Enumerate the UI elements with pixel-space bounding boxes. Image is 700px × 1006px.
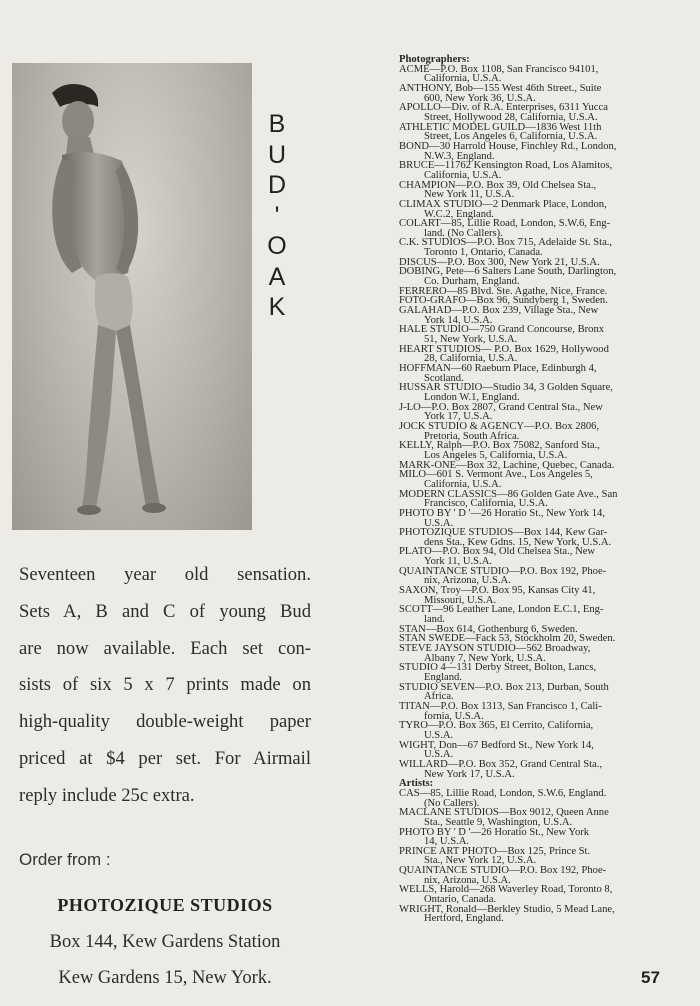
- entry-line: STAN—Box 614, Gothenburg 6, Sweden.: [399, 623, 578, 635]
- directory-entry: [399, 441, 674, 460]
- entry-continuation: U.S.A.: [424, 729, 454, 741]
- entry-line: STEVE JAYSON STUDIO—562 Broadway,: [399, 643, 591, 655]
- entry-continuation: England.: [424, 672, 462, 683]
- address-line: Kew Gardens 15, New York.: [58, 968, 272, 988]
- entry-line: QUAINTANCE STUDIO—P.O. Box 192, Phoe-: [399, 565, 607, 577]
- ad-line: Seventeen year old sensation.: [19, 564, 311, 585]
- entry-line: TITAN—P.O. Box 1313, San Francisco 1, Cali-: [399, 700, 602, 712]
- entry-continuation: Francisco, California, U.S.A.: [424, 498, 548, 510]
- entry-line: FOTO-GRAFO—Box 96, Sundyberg 1, Sweden.: [399, 295, 608, 307]
- entry-continuation: land. (No Callers).: [424, 227, 503, 239]
- entry-line: HALE STUDIO—750 Grand Concourse, Bronx: [399, 324, 605, 336]
- directory-entry: [399, 364, 674, 383]
- entry-line: CLIMAX STUDIO—2 Denmark Place, London,: [399, 198, 607, 210]
- entry-line: PHOTO BY ' D '—26 Horatio St., New York 14,: [399, 507, 605, 519]
- entry-line: PLATO—P.O. Box 94, Old Chelsea Sta., New: [399, 546, 596, 558]
- title-letter: B: [268, 110, 286, 138]
- entry-line: MACLANE STUDIOS—Box 9012, Queen Anne: [399, 807, 609, 819]
- directory-entry: [399, 142, 674, 161]
- page-number: 57: [641, 968, 660, 987]
- directory-entry: [399, 789, 674, 808]
- entry-line: BRUCE—11762 Kensington Road, Los Alamitos,: [399, 160, 613, 172]
- directory-entry: [399, 200, 674, 219]
- entry-line: MODERN CLASSICS—86 Golden Gate Ave., San: [399, 488, 618, 500]
- entry-continuation: dens Sta., Kew Gdns. 15, New York, U.S.A.: [424, 536, 612, 548]
- entry-line: HOFFMAN—60 Raeburn Place, Edinburgh 4,: [399, 363, 597, 374]
- directory-entry: [399, 306, 674, 325]
- entry-line: J-LO—P.O. Box 2807, Grand Central Sta., New: [399, 401, 603, 413]
- ad-line: are now available. Each set con-: [19, 637, 311, 659]
- entry-line: PHOTO BY ' D '—26 Horatio St., New York: [399, 826, 590, 838]
- figure-silhouette: [12, 63, 252, 530]
- entry-line: WIGHT, Don—67 Bedford St., New York 14,: [399, 739, 594, 751]
- directory-entry: [399, 547, 674, 566]
- ad-copy: [19, 557, 311, 815]
- ad-line: reply include 25c extra.: [19, 784, 195, 806]
- ad-line: priced at $4 per set. For Airmail: [19, 747, 311, 769]
- directory-column: [399, 55, 674, 924]
- directory-entry: [399, 161, 674, 180]
- directory-entry: [399, 238, 674, 257]
- studio-name: PHOTOZIQUE STUDIOS: [57, 895, 273, 915]
- entry-continuation: California, U.S.A.: [424, 73, 502, 85]
- directory-entry: [399, 84, 674, 103]
- directory-entry: [399, 422, 674, 441]
- entry-continuation: U.S.A.: [424, 749, 454, 761]
- directory-entry: [399, 181, 674, 200]
- entry-continuation: Scotland.: [424, 372, 464, 384]
- directory-entry: [399, 345, 674, 364]
- ad-line: high-quality double-weight paper: [19, 711, 311, 733]
- entry-continuation: W.C.2, England.: [424, 208, 494, 220]
- entry-line: DOBING, Pete—6 Salters Lane South, Darlington,: [399, 266, 617, 278]
- entry-continuation: Albany 7, New York, U.S.A.: [424, 652, 546, 664]
- artists-heading: Artists:: [399, 778, 434, 790]
- directory-entry: [399, 721, 674, 740]
- directory-entry: [399, 586, 674, 605]
- entry-line: JOCK STUDIO & AGENCY—P.O. Box 2806,: [399, 420, 600, 432]
- order-label: Order from :: [19, 850, 111, 869]
- entry-line: BOND—30 Harrold House, Finchley Rd., London,: [399, 140, 617, 152]
- entry-line: SAXON, Troy—P.O. Box 95, Kansas City 41,: [399, 585, 596, 597]
- directory-entry: [399, 267, 674, 286]
- address-line: Box 144, Kew Gardens Station: [49, 932, 281, 952]
- title-letter: ': [274, 201, 280, 230]
- entry-line: WILLARD—P.O. Box 352, Grand Central Sta.,: [399, 758, 603, 770]
- entry-continuation: Hertford, England.: [424, 913, 504, 925]
- directory-entry: [399, 65, 674, 84]
- directory-entry: [399, 905, 674, 924]
- entry-continuation: York 17, U.S.A.: [424, 411, 493, 423]
- entry-continuation: 600, New York 36, U.S.A.: [424, 92, 536, 104]
- entry-line: APOLLO—Div. of R.A. Enterprises, 6311 Yucca: [399, 102, 608, 114]
- artists-list: [399, 789, 674, 924]
- ad-line: Sets A, B and C of young Bud: [19, 600, 311, 622]
- entry-line: CAS—85, Lillie Road, London, S.W.6, England.: [399, 787, 607, 799]
- directory-entry: [399, 741, 674, 760]
- directory-entry: [399, 702, 674, 721]
- entry-continuation: U.S.A.: [424, 517, 454, 529]
- entry-line: ATHLETIC MODEL GUILD—1836 West 11th: [399, 121, 602, 133]
- entry-continuation: Street, Hollywood 28, California, U.S.A.: [424, 111, 598, 123]
- entry-line: FERRERO—85 Blvd. Ste. Agathe, Nice, France.: [399, 285, 608, 297]
- entry-line: TYRO—P.O. Box 365, El Cerrito, California,: [399, 720, 594, 732]
- entry-line: COLART—85, Lillie Road, London, S.W.6, Eng-: [399, 218, 611, 230]
- entry-continuation: Africa.: [424, 691, 454, 703]
- title-letter: U: [267, 140, 287, 169]
- entry-line: MILO—601 S. Vermont Ave., Los Angeles 5,: [399, 469, 593, 481]
- entry-line: ACME—P.O. Box 1108, San Francisco 94101,: [399, 63, 599, 75]
- feature-title-vertical: [262, 112, 292, 326]
- entry-continuation: nix, Arizona, U.S.A.: [424, 575, 511, 587]
- entry-continuation: Sta., Seattle 9, Washington, U.S.A.: [424, 816, 573, 828]
- entry-continuation: N.W.3, England.: [424, 150, 495, 162]
- entry-continuation: London W.1, England.: [424, 391, 520, 403]
- entry-continuation: York 14, U.S.A.: [424, 314, 493, 326]
- entry-line: STUDIO 4—131 Derby Street, Bolton, Lancs,: [399, 662, 597, 674]
- entry-line: QUAINTANCE STUDIO—P.O. Box 192, Phoe-: [399, 865, 607, 877]
- entry-continuation: California, U.S.A.: [424, 169, 502, 181]
- entry-line: STUDIO SEVEN—P.O. Box 213, Durban, South: [399, 681, 609, 693]
- entry-line: MARK-ONE—Box 32, Lachine, Quebec, Canada.: [399, 459, 615, 471]
- directory-entry: [399, 885, 674, 904]
- ad-line: sists of six 5 x 7 prints made on: [19, 674, 311, 696]
- directory-entry: [399, 847, 674, 866]
- entry-continuation: 14, U.S.A.: [424, 836, 470, 848]
- entry-continuation: York 11, U.S.A.: [424, 556, 492, 568]
- directory-entry: [399, 808, 674, 827]
- entry-continuation: 51, New York, U.S.A.: [424, 334, 518, 346]
- entry-continuation: land.: [424, 614, 445, 626]
- entry-continuation: California, U.S.A.: [424, 478, 502, 490]
- model-photo: [12, 63, 252, 530]
- photographers-heading: Photographers:: [399, 54, 470, 65]
- directory-entry: [399, 383, 674, 402]
- entry-continuation: Co. Durham, England.: [424, 276, 520, 288]
- entry-line: SCOTT—96 Leather Lane, London E.C.1, Eng-: [399, 604, 604, 616]
- title-letter: D: [267, 171, 287, 199]
- directory-entry: [399, 528, 674, 547]
- entry-line: HEART STUDIOS— P.O. Box 1629, Hollywood: [399, 343, 609, 355]
- directory-entry: [399, 403, 674, 422]
- entry-line: KELLY, Ralph—P.O. Box 75082, Sanford Sta.,: [399, 440, 600, 452]
- title-letter: O: [267, 232, 287, 260]
- entry-continuation: nix, Arizona, U.S.A.: [424, 874, 511, 886]
- directory-entry: [399, 123, 674, 142]
- entry-continuation: Pretoria, South Africa.: [424, 430, 520, 442]
- entry-continuation: Los Angeles 5, California, U.S.A.: [424, 449, 568, 461]
- entry-line: GALAHAD—P.O. Box 239, Village Sta., New: [399, 305, 599, 317]
- directory-entry: [399, 605, 674, 624]
- directory-entry: [399, 866, 674, 885]
- entry-continuation: Missouri, U.S.A.: [424, 594, 497, 606]
- entry-continuation: Toronto 1, Ontario, Canada.: [424, 247, 543, 259]
- directory-entry: [399, 325, 674, 344]
- entry-line: WELLS, Harold—268 Waverley Road, Toronto 8,: [399, 884, 613, 896]
- directory-entry: [399, 490, 674, 509]
- entry-line: PHOTOZIQUE STUDIOS—Box 144, Kew Gar-: [399, 527, 608, 539]
- title-letter: A: [268, 262, 286, 291]
- entry-continuation: fornia, U.S.A.: [424, 710, 484, 722]
- entry-line: DISCUS—P.O. Box 300, New York 21, U.S.A.: [399, 256, 600, 268]
- title-letter: K: [268, 293, 286, 321]
- directory-entry: [399, 683, 674, 702]
- entry-continuation: 28, California, U.S.A.: [424, 353, 518, 365]
- entry-line: HUSSAR STUDIO—Studio 34, 3 Golden Square,: [399, 382, 613, 394]
- entry-continuation: Ontario, Canada.: [424, 894, 497, 906]
- entry-continuation: Sta., New York 12, U.S.A.: [424, 855, 537, 867]
- directory-entry: [399, 644, 674, 663]
- entry-line: CHAMPION—P.O. Box 39, Old Chelsea Sta.,: [399, 179, 597, 191]
- entry-line: STAN SWEDE—Fack 53, Stockholm 20, Sweden.: [399, 633, 616, 645]
- directory-entry: [399, 760, 674, 779]
- photographers-list: [399, 65, 674, 780]
- entry-continuation: New York 17, U.S.A.: [424, 768, 515, 780]
- directory-entry: [399, 509, 674, 528]
- directory-entry: [399, 470, 674, 489]
- directory-entry: [399, 219, 674, 238]
- entry-line: WRIGHT, Ronald—Berkley Studio, 5 Mead Lane,: [399, 903, 615, 915]
- entry-continuation: (No Callers).: [424, 797, 480, 809]
- directory-entry: [399, 663, 674, 682]
- directory-entry: [399, 103, 674, 122]
- entry-continuation: Street, Los Angeles 6, California, U.S.A.: [424, 131, 598, 143]
- entry-line: C.K. STUDIOS—P.O. Box 715, Adelaide St. Sta.,: [399, 237, 613, 249]
- entry-line: ANTHONY, Bob—155 West 46th Street., Suite: [399, 82, 602, 94]
- directory-entry: [399, 828, 674, 847]
- directory-entry: [399, 567, 674, 586]
- entry-line: PRINCE ART PHOTO—Box 125, Prince St.: [399, 845, 591, 857]
- entry-continuation: New York 11, U.S.A.: [424, 189, 515, 201]
